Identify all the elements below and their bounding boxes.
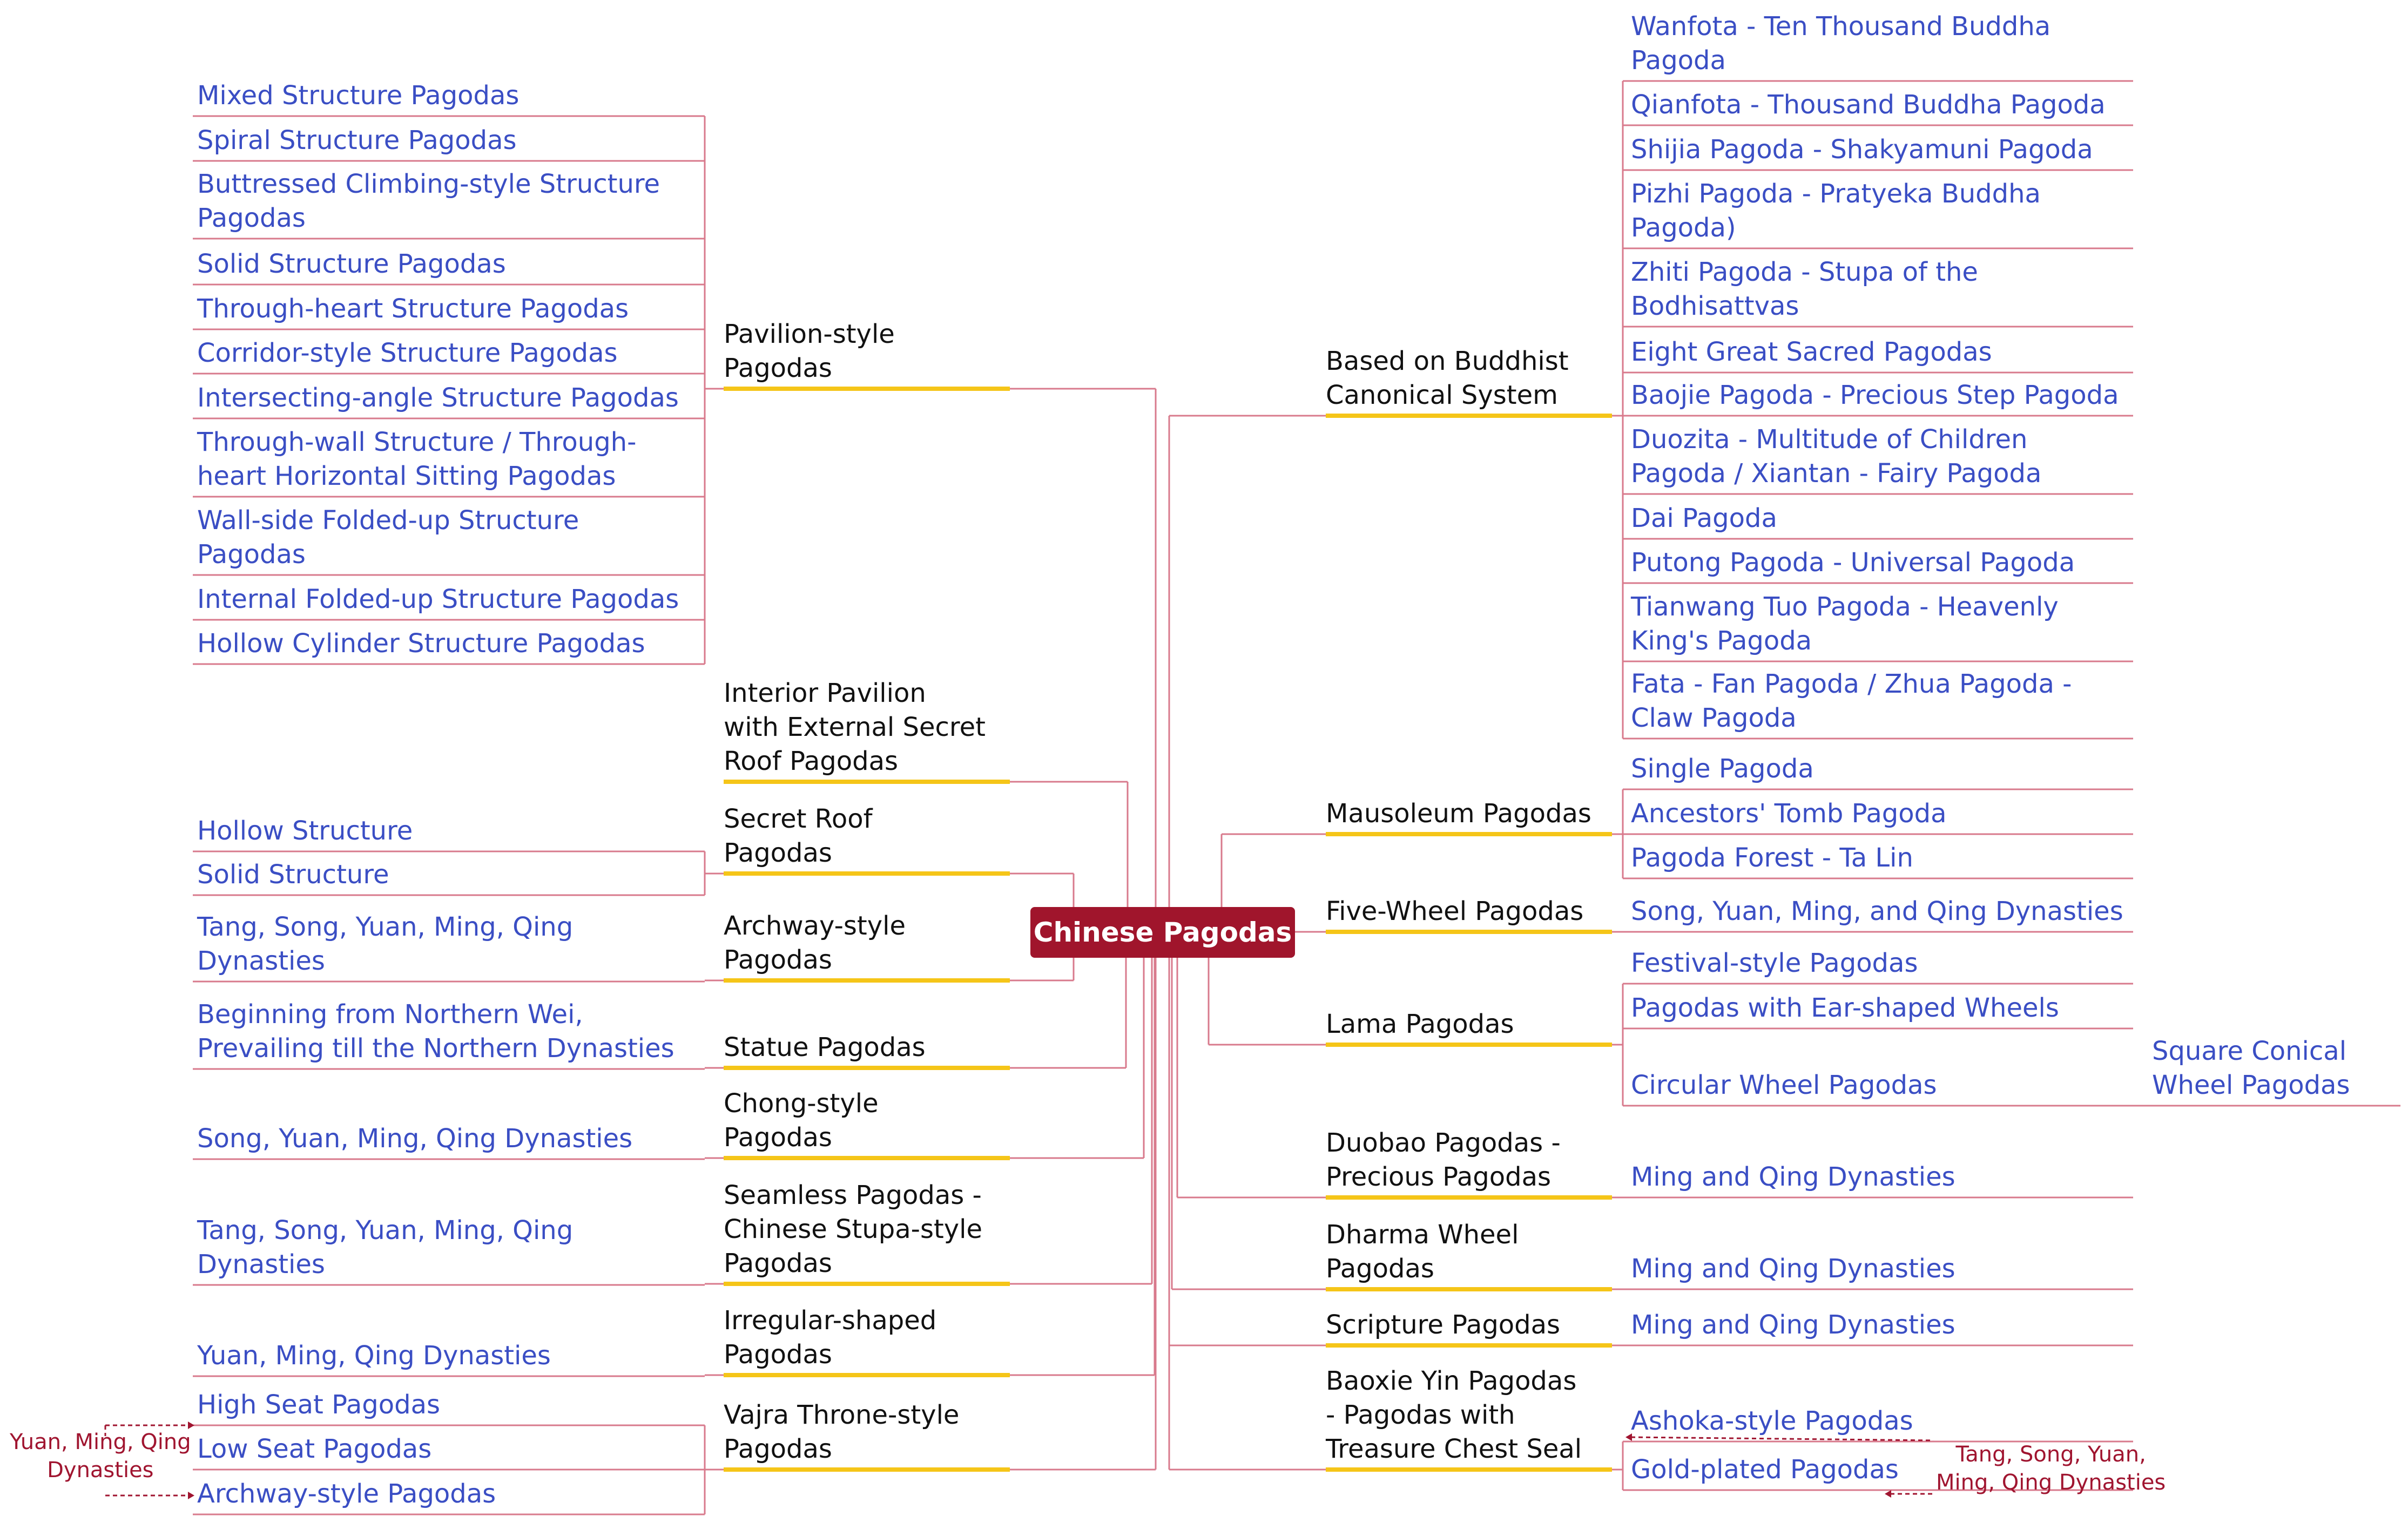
leaf-node[interactable]: Archway-style Pagodas <box>197 1479 496 1509</box>
leaf-node[interactable]: Ashoka-style Pagodas <box>1631 1406 1913 1436</box>
branch-node[interactable]: Scripture Pagodas <box>1326 1310 1561 1340</box>
leaf-node[interactable]: Corridor-style Structure Pagodas <box>197 338 618 368</box>
leaf-node[interactable]: Ming and Qing Dynasties <box>1631 1310 1955 1340</box>
leaf-node[interactable]: High Seat Pagodas <box>197 1390 440 1420</box>
leaf-node[interactable]: Tang, Song, Yuan, Ming, Qing Dynasties <box>197 912 574 976</box>
leaf-node[interactable]: Spiral Structure Pagodas <box>197 125 517 155</box>
leaf-node[interactable]: Ming and Qing Dynasties <box>1631 1162 1955 1192</box>
relation-arrow <box>188 1492 194 1499</box>
branch-node[interactable]: Vajra Throne-style Pagodas <box>724 1400 960 1464</box>
leaf-node[interactable]: Wanfota - Ten Thousand Buddha Pagoda <box>1631 11 2051 76</box>
leaf-node[interactable]: Circular Wheel Pagodas <box>1631 1070 1937 1100</box>
branch-node[interactable]: Chong-style Pagodas <box>724 1088 879 1153</box>
branch-node[interactable]: Five-Wheel Pagodas <box>1326 896 1584 926</box>
leaf-node[interactable]: Square Conical Wheel Pagodas <box>2152 1036 2350 1100</box>
leaf-node[interactable]: Hollow Cylinder Structure Pagodas <box>197 628 645 659</box>
branch-node[interactable]: Mausoleum Pagodas <box>1326 798 1591 829</box>
branch-node[interactable]: Lama Pagodas <box>1326 1009 1514 1039</box>
leaf-node[interactable]: Single Pagoda <box>1631 754 1814 784</box>
leaf-node[interactable]: Fata - Fan Pagoda / Zhua Pagoda - Claw Pagoda <box>1631 669 2072 733</box>
leaf-node[interactable]: Ming and Qing Dynasties <box>1631 1254 1955 1284</box>
leaf-node[interactable]: Ancestors' Tomb Pagoda <box>1631 798 1947 829</box>
leaf-node[interactable]: Pizhi Pagoda - Pratyeka Buddha Pagoda) <box>1631 179 2041 243</box>
branch-node[interactable]: Based on Buddhist Canonical System <box>1326 346 1569 410</box>
relation-arrow <box>1885 1490 1891 1498</box>
leaf-node[interactable]: Gold-plated Pagodas <box>1631 1454 1899 1485</box>
branch-node[interactable]: Secret Roof Pagodas <box>724 804 873 868</box>
leaf-node[interactable]: Song, Yuan, Ming, Qing Dynasties <box>197 1124 633 1154</box>
branch-node[interactable]: Seamless Pagodas - Chinese Stupa-style Pagodas <box>724 1180 983 1278</box>
leaf-node[interactable]: Dai Pagoda <box>1631 503 1777 533</box>
leaf-node[interactable]: Mixed Structure Pagodas <box>197 80 520 111</box>
leaf-node[interactable]: Internal Folded-up Structure Pagodas <box>197 584 679 614</box>
leaf-node[interactable]: Intersecting-angle Structure Pagodas <box>197 383 679 413</box>
branch-node[interactable]: Statue Pagodas <box>724 1032 926 1062</box>
leaf-node[interactable]: Tang, Song, Yuan, Ming, Qing Dynasties <box>197 1215 574 1280</box>
leaf-node[interactable]: Song, Yuan, Ming, and Qing Dynasties <box>1631 896 2123 926</box>
branch-node[interactable]: Baoxie Yin Pagodas - Pagodas with Treasure Chest Seal <box>1326 1366 1582 1464</box>
leaf-node[interactable]: Duozita - Multitude of Children Pagoda / Xiantan - Fairy Pagoda <box>1631 424 2042 489</box>
relation-note: Tang, Song, Yuan, Ming, Qing Dynasties <box>1936 1442 2166 1495</box>
leaf-node[interactable]: Baojie Pagoda - Precious Step Pagoda <box>1631 380 2119 410</box>
branch-node[interactable]: Pavilion-style Pagodas <box>724 319 895 383</box>
leaf-node[interactable]: Buttressed Climbing-style Structure Pagodas <box>197 169 660 233</box>
leaf-node[interactable]: Through-heart Structure Pagodas <box>197 294 629 324</box>
leaf-node[interactable]: Qianfota - Thousand Buddha Pagoda <box>1631 90 2106 120</box>
leaf-node[interactable]: Through-wall Structure / Through- heart Horizontal Sitting Pagodas <box>197 427 637 491</box>
leaf-node[interactable]: Wall-side Folded-up Structure Pagodas <box>197 505 579 570</box>
relation-note: Yuan, Ming, Qing Dynasties <box>10 1430 191 1483</box>
branch-node[interactable]: Dharma Wheel Pagodas <box>1326 1220 1519 1284</box>
leaf-node[interactable]: Eight Great Sacred Pagodas <box>1631 337 1992 367</box>
root-node[interactable]: Chinese Pagodas <box>1030 907 1295 958</box>
leaf-node[interactable]: Zhiti Pagoda - Stupa of the Bodhisattvas <box>1631 257 1978 321</box>
leaf-node[interactable]: Hollow Structure <box>197 816 413 846</box>
leaf-node[interactable]: Festival-style Pagodas <box>1631 948 1918 978</box>
branch-node[interactable]: Interior Pavilion with External Secret Roof Pagodas <box>724 678 986 776</box>
leaf-node[interactable]: Shijia Pagoda - Shakyamuni Pagoda <box>1631 134 2093 165</box>
leaf-node[interactable]: Yuan, Ming, Qing Dynasties <box>197 1341 551 1371</box>
leaf-node[interactable]: Pagodas with Ear-shaped Wheels <box>1631 993 2059 1023</box>
leaf-node[interactable]: Beginning from Northern Wei, Prevailing till the Northern Dynasties <box>197 999 674 1064</box>
branch-node[interactable]: Archway-style Pagodas <box>724 911 906 975</box>
leaf-node[interactable]: Low Seat Pagodas <box>197 1434 432 1464</box>
branch-node[interactable]: Duobao Pagodas - Precious Pagodas <box>1326 1128 1561 1192</box>
leaf-node[interactable]: Tianwang Tuo Pagoda - Heavenly King's Pagoda <box>1631 592 2059 656</box>
leaf-node[interactable]: Putong Pagoda - Universal Pagoda <box>1631 547 2075 578</box>
leaf-node[interactable]: Pagoda Forest - Ta Lin <box>1631 843 1913 873</box>
leaf-node[interactable]: Solid Structure <box>197 859 389 890</box>
branch-node[interactable]: Irregular-shaped Pagodas <box>724 1305 937 1370</box>
leaf-node[interactable]: Solid Structure Pagodas <box>197 249 506 279</box>
